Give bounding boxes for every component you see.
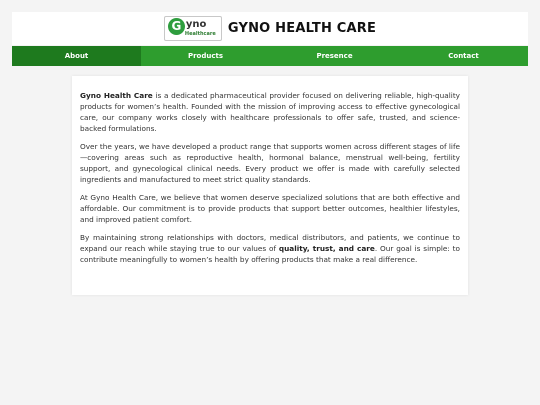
nav-item-about[interactable]: About xyxy=(12,46,141,66)
about-paragraph-4 xyxy=(80,232,460,265)
nav-item-products[interactable]: Products xyxy=(187,52,224,60)
company-logo[interactable] xyxy=(164,16,222,41)
logo-g-icon: G xyxy=(168,18,185,35)
paragraph-4-before: By maintaining strong relationships with doctors, medical distributors, and patients, we continue to expand our reach while staying true to our values of xyxy=(80,233,460,253)
logo-wordmark: yno xyxy=(185,19,207,30)
values-text: quality, trust, and care xyxy=(278,244,375,253)
about-paragraph-3: At Gyno Health Care, we believe that women deserve specialized solutions that are both effective and affordable. Our commitment is to provide products that support better outcomes, healthier lifestyles, and improved patient comfort. xyxy=(80,193,460,224)
nav-item-presence[interactable]: Presence xyxy=(316,52,353,60)
paragraph-1-text: is a dedicated pharmaceutical provider focused on delivering reliable, high-quality products for women’s health. Founded with the mission of improving access to effective gynecological care, our company works closely with healthcare professionals to offer safe, trusted, and science-backed formulations. xyxy=(80,91,460,133)
about-card xyxy=(72,76,468,295)
site-header xyxy=(12,12,528,45)
site-title: GYNO HEALTH CARE xyxy=(227,21,377,36)
nav-item-contact[interactable]: Contact xyxy=(448,52,479,60)
about-paragraph-2: Over the years, we have developed a product range that supports women across different stages of life—covering areas such as reproductive health, hormonal balance, menstrual well-being, fertility support, and gynecological clinical needs. Every product we offer is made with carefully selected ingredients and manufactured to meet strict quality standards. xyxy=(80,142,460,184)
about-paragraph-1 xyxy=(80,90,460,134)
company-name: Gyno Health Care xyxy=(80,91,153,100)
logo-subtitle: Healthcare xyxy=(184,31,216,37)
paragraph-4-after: . Our goal is simple: to contribute meaningfully to women’s health by offering products that make a real difference. xyxy=(80,244,460,264)
main-nav xyxy=(12,46,528,66)
